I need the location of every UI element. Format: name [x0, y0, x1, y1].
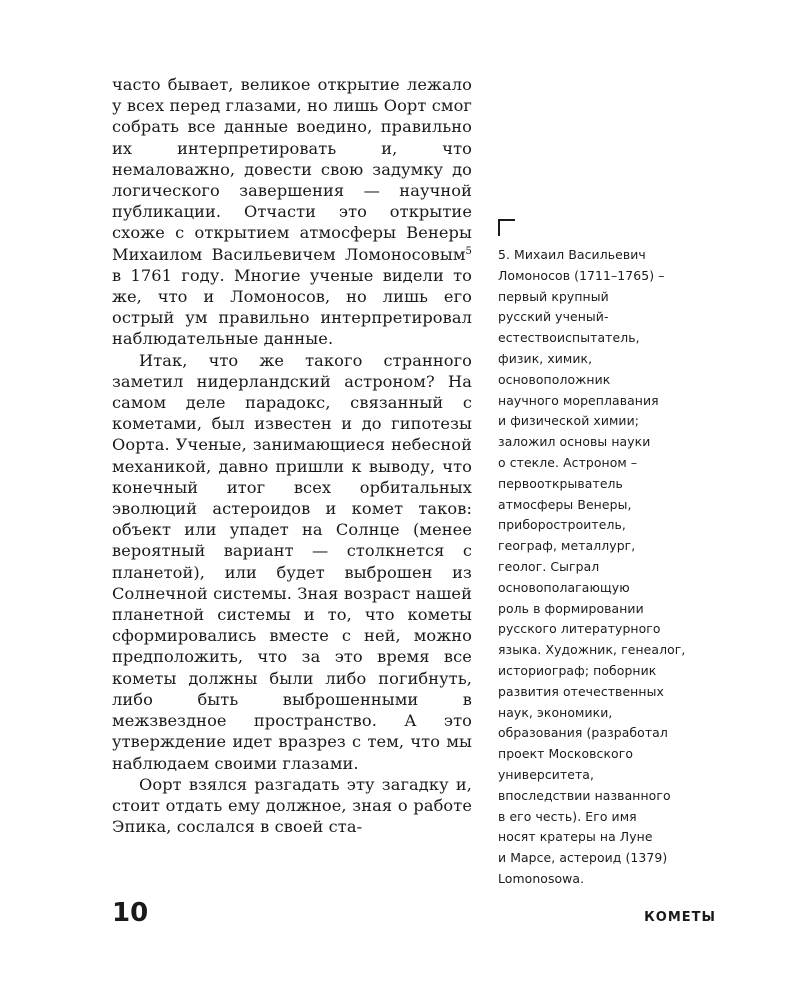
footnote-line: носят кратеры на Луне [498, 829, 653, 845]
footnote-line: русский ученый- [498, 309, 609, 325]
footnote-line: заложил основы науки [498, 434, 651, 450]
footnote-line: наук, экономики, [498, 704, 613, 720]
footnote-corner-mark [498, 219, 515, 236]
paragraph-1 [112, 74, 472, 350]
footnote-line: впоследствии названного [498, 787, 671, 803]
footnote-line: географ, металлург, [498, 538, 636, 554]
footnote-line: роль в формировании [498, 600, 644, 616]
footnote-line: о стекле. Астроном – [498, 454, 638, 470]
paragraph-2: Итак, что же такого странного заметил нидерландский астроном? На самом деле парадокс, связанный с кометами, был известен и до гипотезы Оорта. Ученые, занимающиеся небесной механикой, давно пришли к выводу, что конечный итог всех орбитальных эволюций астероидов и комет таков: объект или упадет на Солнце (менее вероятный вариант — столкнется с планетой), или будет выброшен из Солнечной системы. Зная возраст нашей планетной системы и то, что кометы сформировались вместе с ней, можно предположить, что за это время все кометы должны были либо погибнуть, либо быть выброшенными в межзвездное пространство. А это утверждение идет вразрез с тем, что мы наблюдаем своими глазами. [112, 350, 472, 773]
main-text-column [112, 74, 472, 837]
footnote-line: геолог. Сыграл [498, 558, 600, 574]
footnote-line: в его честь). Его имя [498, 808, 637, 824]
footnote-line: научного мореплавания [498, 392, 659, 408]
footnote-line: образования (разработал [498, 725, 668, 741]
footnote-line: 5. Михаил Васильевич [498, 247, 646, 262]
paragraph-3: Оорт взялся разгадать эту загадку и, стоит отдать ему должное, зная о работе Эпика, сослался в своей ста- [112, 774, 472, 837]
footnote-line: развития отечественных [498, 683, 664, 699]
footnote-line: физик, химик, [498, 350, 593, 366]
footnote-line: приборостроитель, [498, 517, 626, 533]
page-number: 10 [112, 898, 149, 928]
footnote-line: языка. Художник, генеалог, [498, 642, 686, 658]
footnote-5 [498, 245, 728, 890]
footnote-line: естествоиспытатель, [498, 330, 640, 346]
footnote-line: первооткрыватель [498, 475, 623, 491]
footnote-line: Lomonosowa. [498, 870, 585, 886]
footnote-line: университета, [498, 766, 595, 782]
footnote-line: основополагающую [498, 579, 630, 595]
footnote-line: основоположник [498, 371, 611, 387]
footnote-line: Ломоносов (1711–1765) – [498, 267, 665, 283]
paragraph-1-text-start: часто бывает, великое открытие лежало у всех перед глазами, но лишь Оорт смог собрать все данные воедино, правильно их интерпретировать и, что немаловажно, довести свою задумку до логического завершения — научной публикации. Отчасти это открытие схоже с открытием атмосферы Венеры Михаилом Васильевичем Ломоносовым [112, 75, 472, 264]
footnote-line: русского литературного [498, 621, 661, 637]
paragraph-1-text-end: в 1761 году. Многие ученые видели то же, что и Ломоносов, но лишь его острый ум правильно интерпретировал наблюдательные данные. [112, 265, 472, 349]
footnote-line: историограф; поборник [498, 662, 657, 678]
footnote-line: первый крупный [498, 288, 609, 304]
footnote-line: проект Московского [498, 746, 634, 762]
footnote-line: и Марсе, астероид (1379) [498, 850, 668, 866]
footnote-line: и физической химии; [498, 413, 640, 429]
footnote-reference-5: 5 [465, 245, 472, 257]
footnote-line: атмосферы Венеры, [498, 496, 632, 512]
running-head: КОМЕТЫ [644, 910, 716, 925]
